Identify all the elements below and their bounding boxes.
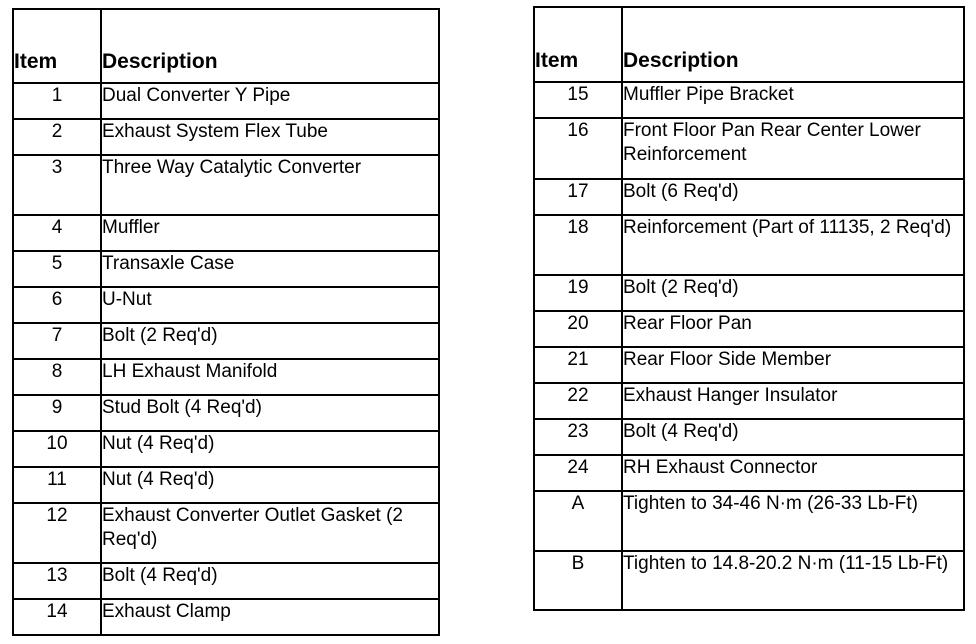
legend-table-left xyxy=(12,8,440,636)
table-row xyxy=(534,455,964,491)
item-number: 1 xyxy=(13,83,101,119)
item-description: Exhaust Hanger Insulator xyxy=(622,383,964,419)
table-row xyxy=(13,287,439,323)
item-description: Rear Floor Pan xyxy=(622,311,964,347)
item-number: 7 xyxy=(13,323,101,359)
table-row xyxy=(534,551,964,610)
item-number: 20 xyxy=(534,311,622,347)
item-number: 6 xyxy=(13,287,101,323)
item-number: 22 xyxy=(534,383,622,419)
item-description: RH Exhaust Connector xyxy=(622,455,964,491)
item-column-header: Item xyxy=(534,7,622,82)
item-description: Bolt (4 Req'd) xyxy=(622,419,964,455)
item-description: Bolt (6 Req'd) xyxy=(622,179,964,215)
legend-table-right xyxy=(533,6,965,611)
item-description: Bolt (4 Req'd) xyxy=(101,563,439,599)
item-description: Reinforcement (Part of 11135, 2 Req'd) xyxy=(622,215,964,275)
item-number: 15 xyxy=(534,82,622,118)
table-row xyxy=(534,275,964,311)
item-description: Stud Bolt (4 Req'd) xyxy=(101,395,439,431)
item-description: LH Exhaust Manifold xyxy=(101,359,439,395)
item-number: 5 xyxy=(13,251,101,287)
item-number: 13 xyxy=(13,563,101,599)
item-number: 2 xyxy=(13,119,101,155)
item-description: Exhaust Clamp xyxy=(101,599,439,635)
item-number: 3 xyxy=(13,155,101,215)
item-description: Tighten to 34-46 N·m (26-33 Lb-Ft) xyxy=(622,491,964,551)
table-row xyxy=(13,215,439,251)
table-row xyxy=(534,419,964,455)
item-number: 9 xyxy=(13,395,101,431)
item-description: U-Nut xyxy=(101,287,439,323)
description-column-header: Description xyxy=(101,9,439,83)
table-row xyxy=(13,395,439,431)
item-number: A xyxy=(534,491,622,551)
item-description: Three Way Catalytic Converter xyxy=(101,155,439,215)
item-description: Rear Floor Side Member xyxy=(622,347,964,383)
item-description: Muffler xyxy=(101,215,439,251)
item-number: 18 xyxy=(534,215,622,275)
item-number: 8 xyxy=(13,359,101,395)
table-row xyxy=(534,347,964,383)
item-description: Exhaust System Flex Tube xyxy=(101,119,439,155)
item-description: Bolt (2 Req'd) xyxy=(101,323,439,359)
table-row xyxy=(534,118,964,179)
item-number: 24 xyxy=(534,455,622,491)
item-number: 19 xyxy=(534,275,622,311)
table-row xyxy=(13,359,439,395)
table-row xyxy=(13,323,439,359)
table-row xyxy=(13,503,439,563)
item-number: 4 xyxy=(13,215,101,251)
item-number: 23 xyxy=(534,419,622,455)
table-row xyxy=(534,215,964,275)
description-column-header: Description xyxy=(622,7,964,82)
table-row xyxy=(534,82,964,118)
header-row xyxy=(13,9,439,83)
table-row xyxy=(13,599,439,635)
table-row xyxy=(13,431,439,467)
item-number: 11 xyxy=(13,467,101,503)
table-row xyxy=(534,383,964,419)
table-row xyxy=(13,563,439,599)
item-number: 21 xyxy=(534,347,622,383)
header-row xyxy=(534,7,964,82)
item-number: 17 xyxy=(534,179,622,215)
item-description: Front Floor Pan Rear Center Lower Reinforcement xyxy=(622,118,964,179)
table-row xyxy=(534,491,964,551)
item-description: Nut (4 Req'd) xyxy=(101,431,439,467)
item-number: 16 xyxy=(534,118,622,179)
table-row xyxy=(13,251,439,287)
item-description: Exhaust Converter Outlet Gasket (2 Req'd) xyxy=(101,503,439,563)
table-row xyxy=(534,179,964,215)
item-number: 10 xyxy=(13,431,101,467)
item-description: Dual Converter Y Pipe xyxy=(101,83,439,119)
table-row xyxy=(534,311,964,347)
table-row xyxy=(13,83,439,119)
item-description: Tighten to 14.8-20.2 N·m (11-15 Lb-Ft) xyxy=(622,551,964,610)
item-column-header: Item xyxy=(13,9,101,83)
item-number: 14 xyxy=(13,599,101,635)
item-number: 12 xyxy=(13,503,101,563)
table-row xyxy=(13,119,439,155)
item-description: Bolt (2 Req'd) xyxy=(622,275,964,311)
item-description: Transaxle Case xyxy=(101,251,439,287)
item-description: Nut (4 Req'd) xyxy=(101,467,439,503)
item-description: Muffler Pipe Bracket xyxy=(622,82,964,118)
table-row xyxy=(13,467,439,503)
item-number: B xyxy=(534,551,622,610)
table-row xyxy=(13,155,439,215)
